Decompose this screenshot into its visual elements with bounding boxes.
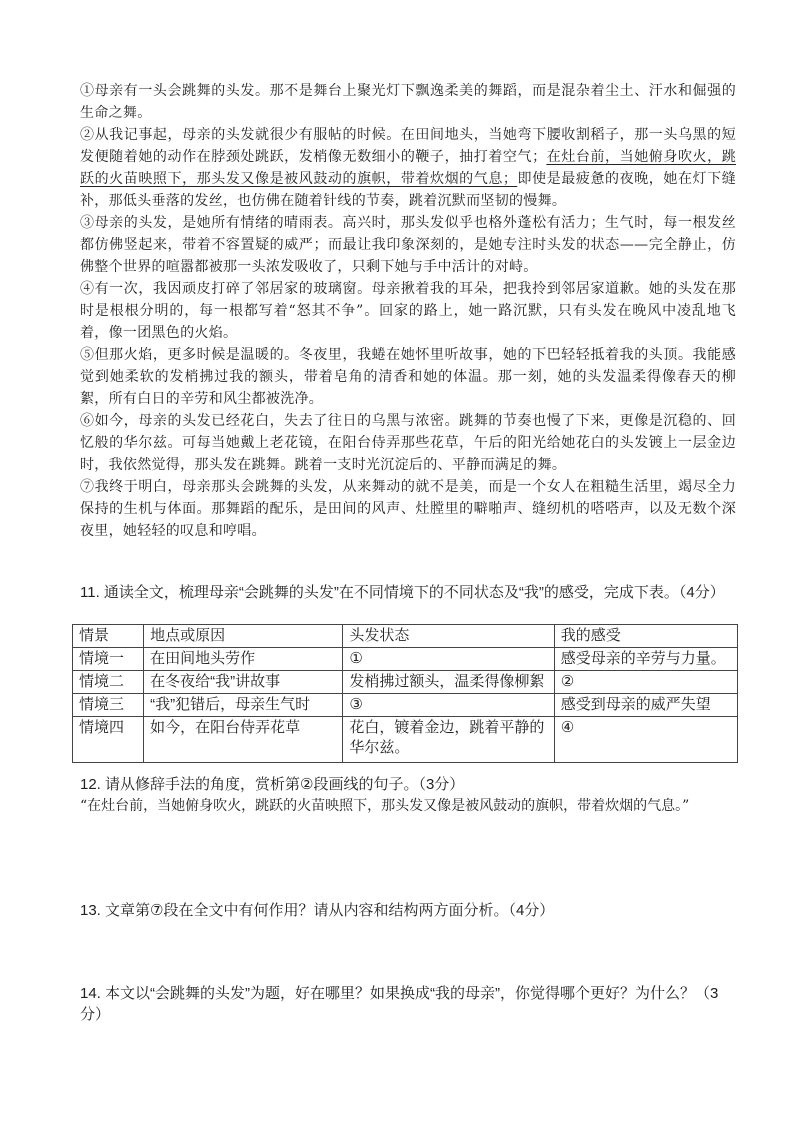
- table-row: [73, 648, 738, 671]
- table-cell: 感受母亲的辛劳与力量。: [554, 648, 737, 671]
- header-cell: 我的感受: [554, 625, 737, 648]
- question-13: [80, 900, 730, 921]
- question-12-prompt: 12. 请从修辞手法的角度，赏析第②段画线的句子。（3分）: [80, 776, 465, 793]
- table-cell: 感受到母亲的威严失望: [554, 694, 737, 717]
- answer-blank-cell[interactable]: ④: [554, 717, 737, 763]
- paragraph-2-end: 即使是最疲惫的夜晚，她在灯下缝补，那低头垂落的发丝，也仿佛在随着针线的节奏，跳着沉默而坚韧的慢舞。: [80, 171, 737, 209]
- answer-blank-cell[interactable]: ②: [554, 671, 737, 694]
- paragraph-3: ③母亲的头发，是她所有情绪的晴雨表。高兴时，那头发似乎也格外蓬松有活力；生气时，每一根发丝都仿佛竖起来，带着不容置疑的威严；而最让我印象深刻的，是她专注时头发的状态——完全静止，仿佛整个世界的喧嚣都被那一头浓发吸收了，只剩下她与手中活计的对峙。: [80, 215, 736, 275]
- paragraph-2: [80, 124, 736, 212]
- question-11: [80, 582, 730, 603]
- table-cell: “我”犯错后，母亲生气时: [144, 694, 343, 717]
- table-cell: 情境二: [73, 671, 144, 694]
- question-12-quote: “在灶台前，当她俯身吹火，跳跃的火苗映照下，那头发又像是被风鼓动的旗帜，带着炊烟的气息。”: [80, 798, 690, 814]
- table-row: [73, 717, 738, 763]
- table-cell: 发梢拂过额头，温柔得像柳絮: [343, 671, 554, 694]
- paragraph-4: ④有一次，我因顽皮打碎了邻居家的玻璃窗。母亲揪着我的耳朵，把我拎到邻居家道歉。她的头发在那时是根根分明的，每一根都写着“怒其不争”。回家的路上，她一路沉默，只有头发在晚风中凌乱地飞着，像一团黑色的火焰。: [80, 281, 736, 341]
- header-cell: 头发状态: [343, 625, 554, 648]
- question-14-prompt: 14. 本文以“会跳舞的头发”为题，好在哪里？如果换成“我的母亲”，你觉得哪个更好？为什么？（3分）: [80, 985, 719, 1023]
- header-cell: 地点或原因: [144, 625, 343, 648]
- table-cell: 情境四: [73, 717, 144, 763]
- table-cell: 在冬夜给“我”讲故事: [144, 671, 343, 694]
- question-12: [80, 774, 730, 817]
- paragraph-7: ⑦我终于明白，母亲那头会跳舞的头发，从来舞动的就不是美，而是一个女人在粗糙生活里，竭尽全力保持的生机与体面。那舞蹈的配乐，是田间的风声、灶膛里的噼啪声、缝纫机的嗒嗒声，以及无数个深夜里，她轻轻的叹息和哼唱。: [80, 479, 736, 539]
- table-cell: 情境三: [73, 694, 144, 717]
- table-cell: 情境一: [73, 648, 144, 671]
- header-cell: 情景: [73, 625, 144, 648]
- answer-blank-cell[interactable]: ③: [343, 694, 554, 717]
- table-cell: 如今，在阳台侍弄花草: [144, 717, 343, 763]
- table-cell: 在田间地头劳作: [144, 648, 343, 671]
- table-row: [73, 694, 738, 717]
- table-cell: 花白，镀着金边，跳着平静的华尔兹。: [343, 717, 554, 763]
- underlined-sentence: 在灶台前，当她俯身吹火，跳跃的火苗映照下，那头发又像是被风鼓动的旗帜，带着炊烟的气息；: [80, 149, 736, 187]
- reading-passage: [80, 80, 736, 542]
- paragraph-2-start: ②从我记事起，母亲的头发就很少有服帖的时候。在田间地头，当她弯下腰收割稻子，那一头乌黑的短发便随着她的动作在脖颈处跳跃，发梢像无数细小的鞭子，抽打着空气；: [80, 127, 736, 165]
- answer-table: [72, 624, 738, 763]
- question-13-prompt: 13. 文章第⑦段在全文中有何作用？请从内容和结构两方面分析。（4分）: [80, 902, 555, 919]
- paragraph-6: ⑥如今，母亲的头发已经花白，失去了往日的乌黑与浓密。跳舞的节奏也慢了下来，更像是沉稳的、回忆般的华尔兹。可每当她戴上老花镜，在阳台侍弄那些花草，午后的阳光给她花白的头发镀上一层金边时，我依然觉得，那头发在跳舞。跳着一支时光沉淀后的、平静而满足的舞。: [80, 413, 736, 473]
- paragraph-5: ⑤但那火焰，更多时候是温暖的。冬夜里，我蜷在她怀里听故事，她的下巴轻轻抵着我的头顶。我能感觉到她柔软的发梢拂过我的额头，带着皂角的清香和她的体温。那一刻，她的头发温柔得像春天的柳絮，所有白日的辛劳和风尘都被洗净。: [80, 347, 736, 407]
- table-header-row: [73, 625, 738, 648]
- question-14: [80, 983, 730, 1025]
- answer-blank-cell[interactable]: ①: [343, 648, 554, 671]
- paragraph-1: ①母亲有一头会跳舞的头发。那不是舞台上聚光灯下飘逸柔美的舞蹈，而是混杂着尘土、汗水和倔强的生命之舞。: [80, 83, 736, 121]
- table-row: [73, 671, 738, 694]
- question-11-prompt: 11. 通读全文，梳理母亲“会跳舞的头发”在不同情境下的不同状态及“我”的感受，完成下表。（4分）: [80, 584, 725, 601]
